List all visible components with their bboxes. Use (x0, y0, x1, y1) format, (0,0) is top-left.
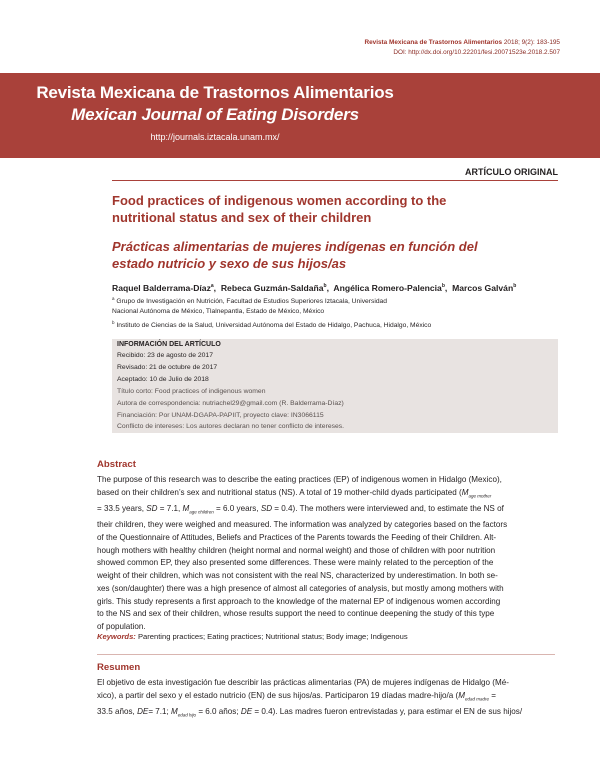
citation-doi[interactable]: DOI: http://dx.doi.org/10.22201/fesi.20071523e.2018.2.507 (393, 49, 560, 56)
section-divider (97, 654, 555, 655)
info-funding: Financiación: Por UNAM-DGAPA-PAPIIT, proyecto clave: IN3066115 (117, 412, 324, 419)
author-list: Raquel Balderrama-Díaz$^a$, Rebeca Guzmán-Saldaña$^b$, Angélica Romero-Palencia$^b$, Marcos Galván$^b$ (112, 283, 517, 293)
affiliation-a-line1: $^a$ Grupo de Investigación en Nutrición, Facultad de Estudios Superiores Iztacala, Universidad (112, 296, 387, 306)
resumen-heading: Resumen (97, 662, 141, 673)
info-received: Recibido: 23 de agosto de 2017 (117, 352, 213, 359)
citation-volume: 2018; 9(2): 183-195 (502, 39, 560, 46)
info-correspondence: Autora de correspondencia: nutriachel29@gmail.com (R. Balderrama-Díaz) (117, 400, 344, 407)
affiliation-a-mark: a (112, 296, 115, 301)
abstract-line: hough mothers with healthy children (height normal and normal weight) and those of children with poor nutrition (97, 545, 496, 555)
abstract-line: girls. This study represents a first approach to the knowledge of the maternal EP of indigenous women according (97, 596, 501, 606)
info-conflict: Conflicto de intereses: Los autores declaran no tener conflicto de intereses. (117, 423, 345, 430)
affiliation-a-line2: Nacional Autónoma de México, Tlalnepantla, Estado de México, México (112, 308, 325, 315)
abstract-line: based on their children’s sex and nutritional status (NS). A total of 19 mother-child dyads participated ($M_{age mother}$ (97, 487, 492, 499)
article-type-rule (112, 180, 558, 181)
journal-title-en: Mexican Journal of Eating Disorders (71, 105, 359, 124)
citation-journal: Revista Mexicana de Trastornos Alimentarios (364, 39, 503, 46)
abstract-heading: Abstract (97, 459, 136, 470)
info-accepted: Aceptado: 10 de Julio de 2018 (117, 376, 209, 383)
author-1: Raquel Balderrama-Díaz (112, 283, 211, 293)
journal-title-es: Revista Mexicana de Trastornos Alimentarios (36, 83, 394, 102)
author-2-affil-mark: b (323, 283, 327, 290)
resumen-line: 33.5 años, DE= 7.1; $M_{edad hijo} = 6.0$ años; DE = 0.4). Las madres fueron entrevistadas y, para estimar el EN de sus hijos/ (97, 707, 523, 718)
abstract-line: showed common EP, they also presented some differences. These were mainly related to the perception of the (97, 558, 494, 568)
affiliation-b-mark: b (112, 320, 115, 325)
author-3-affil-mark: b (441, 283, 445, 290)
abstract-line: = 33.5 years, SD = 7.1, $M_{age children} = 6.0$ years, SD = 0.4). The mothers were interviewed and, to estimate the NS of (97, 504, 504, 515)
abstract-line: The purpose of this research was to describe the eating practices (EP) of indigenous women in Hidalgo (Mexico), (97, 475, 502, 484)
abstract-line: of the Questionnaire of Attitudes, Beliefs and Practices of the Parents towards the Feeding of their Children. Alt- (97, 533, 497, 543)
affiliation-b: $^b$ Instituto de Ciencias de la Salud, Universidad Autónoma del Estado de Hidalgo, Pachuca, Hidalgo, México (112, 320, 432, 330)
journal-banner (0, 73, 600, 158)
author-4-affil-mark: b (513, 283, 517, 290)
author-3: Angélica Romero-Palencia (333, 283, 442, 293)
journal-url-link[interactable]: http://journals.iztacala.unam.mx/ (150, 132, 280, 142)
abstract-line: xes (son/daughter) there was a high presence of almost all categories of analysis, but mostly among mothers with (97, 583, 504, 593)
article-info-heading: INFORMACIÓN DEL ARTÍCULO (117, 341, 221, 348)
keywords-label: Keywords: (97, 632, 136, 641)
author-1-affil-mark: a (210, 283, 214, 290)
citation-journal-line (365, 38, 561, 48)
abstract-line: of population. (97, 621, 146, 631)
citation-header (365, 38, 561, 58)
info-revised: Revisado: 21 de octubre de 2017 (117, 364, 218, 371)
author-2: Rebeca Guzmán-Saldaña (220, 283, 324, 293)
resumen-body (97, 677, 541, 722)
keywords-text: Parenting practices; Eating practices; Nutritional status; Body image; Indigenous (135, 632, 408, 641)
abstract-body (97, 474, 541, 634)
info-short-title: Título corto: Food practices of indigenous women (117, 388, 266, 395)
abstract-line: their children, they were weighed and measured. The information was analyzed by categories based on the factors (97, 520, 508, 530)
article-info-box (112, 339, 558, 433)
article-type-label: ARTÍCULO ORIGINAL (465, 167, 558, 177)
article-title-en: Food practices of indigenous women according to the nutritional status and sex of their children (112, 193, 447, 225)
author-4: Marcos Galván (452, 283, 514, 293)
abstract-line: to the NS and sex of their children, whose results support the need to continue deepening the study of this type (97, 609, 495, 619)
resumen-line: El objetivo de esta investigación fue describir las prácticas alimentarias (PA) de mujeres indígenas de Hidalgo (Mé- (97, 678, 509, 687)
keywords (97, 632, 408, 641)
abstract-line: weight of their children, which was not consistent with the real NS, characterized by underestimation. In both se- (97, 571, 498, 581)
article-title-es: Prácticas alimentarias de mujeres indígenas en función del estado nutricio y sexo de sus hijos/as (112, 239, 478, 271)
resumen-line: xico), a partir del sexo y el estado nutricio (EN) de sus hijos/as. Participaron 19 díadas madre-hijo/a ($M_{edad madre}$ = (97, 690, 497, 702)
